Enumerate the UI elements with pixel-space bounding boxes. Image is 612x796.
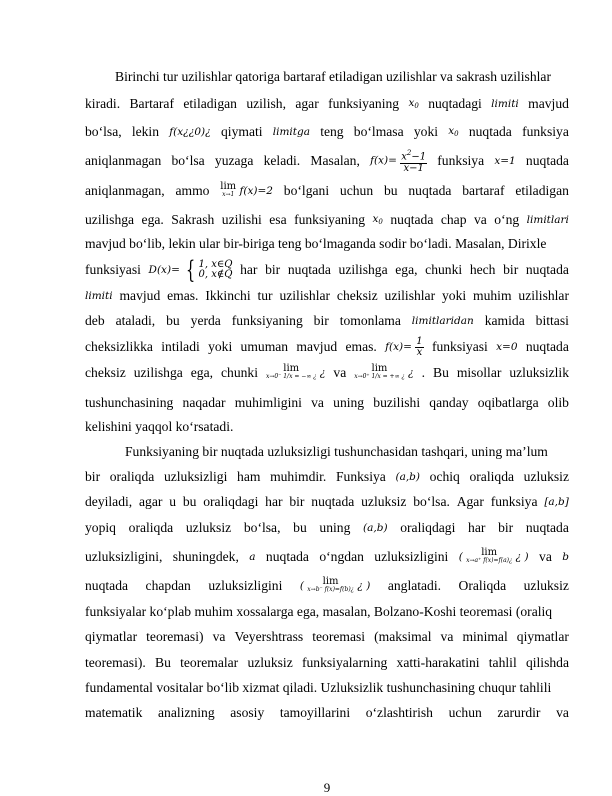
word: Funksiyaning bir nuqtada uzluksizligi tushunchasidan tashqari, uning ma’lum (125, 444, 548, 459)
word: olib (547, 395, 569, 410)
word: Birinchi tur uzilishlar qatoriga bartaraf etiladigan uzilishlar va sakrash uzilishlar (115, 69, 551, 84)
math-expression: ( lim x→b⁻ f(x)=f(b)¿ ¿ ) (299, 576, 371, 593)
math-expression: (a,b) (363, 522, 388, 534)
text-line (85, 180, 569, 202)
word: bu (166, 313, 180, 328)
word: cheksiz (336, 288, 378, 303)
word: Sakrash (171, 212, 215, 227)
word: u (169, 494, 177, 509)
word: bo‘lsa. (413, 494, 450, 509)
word: Masalan, (310, 153, 360, 168)
word: funksiyaning (328, 96, 400, 111)
word: teoremalar (180, 655, 239, 670)
word: nuqtada (525, 262, 569, 277)
text-line (85, 677, 569, 699)
word: teoremasi (312, 629, 366, 644)
math-expression: $x_0$ (408, 96, 419, 110)
word: bir (503, 262, 519, 277)
word: chunki (220, 365, 258, 380)
word: agar (139, 494, 163, 509)
text-line (85, 150, 569, 172)
text-line (85, 256, 569, 284)
word: bir (313, 313, 329, 328)
word: nuqtada (408, 183, 452, 198)
word: emas. (167, 288, 199, 303)
word: aniqlanmagan (85, 153, 162, 168)
word: . (421, 365, 426, 380)
word: teoremasi) (146, 629, 204, 644)
word: uzilishga (338, 262, 388, 277)
text-line (85, 652, 569, 674)
word: chapdan (145, 578, 191, 593)
word: o‘ngdan (319, 549, 364, 564)
word: cheksizlikka (85, 339, 153, 354)
word: bo‘lsa (171, 153, 205, 168)
word: bo‘lsa, (85, 124, 122, 139)
word: uzluksizligini, (85, 549, 163, 564)
word: va (440, 629, 454, 644)
math-expression: limiti (491, 98, 519, 110)
word: yoki (441, 288, 467, 303)
word: va (212, 629, 226, 644)
word: funksiya (522, 124, 569, 139)
word: funksiya (437, 153, 485, 168)
word: bir (498, 520, 514, 535)
word: va (473, 212, 487, 227)
word: esa (269, 212, 287, 227)
word: tushunchasining (85, 395, 174, 410)
word: bu (182, 494, 197, 509)
word: uzilishlar (518, 288, 569, 303)
word: uchun (448, 705, 482, 720)
math-expression: (a,b) (395, 471, 420, 483)
word: nuqtada (287, 262, 331, 277)
math-expression: D(x)= { 1, x∈Q 0, x∉Q (148, 256, 233, 284)
word: har (468, 520, 486, 535)
text-line (85, 392, 569, 414)
word: etiladigan (515, 183, 569, 198)
word: nuqtada (525, 339, 569, 354)
word: uzluksiz (523, 469, 569, 484)
word: nuqtada (311, 494, 355, 509)
word: uzluksiz (185, 520, 232, 535)
word: uning (333, 395, 365, 410)
word: kelishini yaqqol ko‘rsatadi. (85, 419, 234, 434)
word: matematik (85, 705, 143, 720)
word: uzluksizlik (509, 365, 569, 380)
word: oraliqda (109, 469, 155, 484)
word: cheksiz (85, 365, 126, 380)
math-expression: $x_0$ (448, 124, 459, 138)
word: uzluksiz (361, 494, 407, 509)
math-expression: limitga (272, 126, 310, 138)
word: mavjud (528, 96, 569, 111)
word: nuqtadagi (428, 96, 482, 111)
word: uzilishlar (384, 288, 436, 303)
word: teoremasi). (85, 655, 146, 670)
word: qilishda (525, 655, 569, 670)
word: ham (237, 469, 261, 484)
text-line (85, 575, 569, 597)
word: uzilishga (133, 365, 183, 380)
word: ochiq (429, 469, 460, 484)
word: muhimligini (234, 395, 302, 410)
word: mavjud (119, 288, 161, 303)
math-expression: f(x)= $\frac{x^2-1}{x-1}$ (370, 149, 427, 174)
word: yopiq (85, 520, 116, 535)
word: bu (383, 183, 398, 198)
word: deb (85, 313, 105, 328)
word: har (265, 494, 283, 509)
math-expression: limiti (85, 290, 113, 302)
text-line (85, 233, 569, 255)
word: qiymatlar (85, 629, 138, 644)
word: bartaraf (462, 183, 505, 198)
text-line (85, 336, 569, 358)
word: buzilishi (373, 395, 421, 410)
page-number: 9 (323, 780, 331, 795)
word: nuqtada (265, 549, 309, 564)
word: va (311, 395, 324, 410)
word: nuqtada (390, 212, 434, 227)
word: va (539, 549, 552, 564)
word: ega. (141, 212, 164, 227)
word: lekin (131, 124, 160, 139)
word: tur (257, 288, 273, 303)
math-expression: $x_0$ (372, 212, 383, 226)
word: nuqtada (468, 124, 512, 139)
word: o‘zlashtirish (365, 705, 433, 720)
word: tamoyillarini (279, 705, 351, 720)
word: oqibatlarga (477, 395, 539, 410)
word: funksiya (490, 494, 538, 509)
math-expression: lim x→0⁻ 1/x = −∞ ¿ ¿ (265, 363, 326, 380)
text-line (85, 209, 569, 231)
word: ega, (190, 365, 214, 380)
word: yoki (208, 339, 233, 354)
word: oraliqdagi (203, 494, 259, 509)
word: zarurdir (497, 705, 541, 720)
word: intiladi (161, 339, 200, 354)
text-line (85, 601, 569, 623)
word: va (333, 365, 347, 380)
word: hech (469, 262, 496, 277)
word: ega, (395, 262, 418, 277)
word: ammo (175, 183, 210, 198)
word: mavjud bo‘lib, lekin ular bir-biriga teng bo‘lmaganda sodir bo‘ladi. Masalan, Dirixle (85, 236, 547, 251)
word: Oraliqda (458, 578, 507, 593)
word: Bu (155, 655, 171, 670)
word: misollar (456, 365, 502, 380)
word: emas. (345, 339, 377, 354)
word: fundamental vositalar bo‘lib xizmat qiladi. Uzluksizlik tushunchasining chuqur tahlili (85, 680, 552, 695)
math-expression: limitlaridan (411, 315, 474, 327)
word: aniqlanmagan, (85, 183, 165, 198)
word: uzluksizligi (163, 469, 228, 484)
word: uchun (339, 183, 374, 198)
word: kamida (484, 313, 525, 328)
word: ataladi, (115, 313, 156, 328)
word: Agar (456, 494, 484, 509)
word: xatti-harakatini (396, 655, 480, 670)
word: nuqtada (525, 153, 569, 168)
word: bu (293, 520, 307, 535)
word: deyiladi, (85, 494, 133, 509)
word: uning (319, 520, 351, 535)
word: Bartaraf (129, 96, 174, 111)
text-line (85, 702, 569, 724)
text-line (85, 285, 569, 307)
word: yoki (413, 124, 439, 139)
word: etiladigan (183, 96, 237, 111)
word: uzluksiz (523, 578, 569, 593)
word: umuman (240, 339, 289, 354)
word: qiymati (221, 124, 263, 139)
word: nuqtada (85, 578, 129, 593)
word: oraliqda (469, 469, 515, 484)
word: bo‘lsa, (243, 520, 281, 535)
word: naqadar (182, 395, 226, 410)
word: chap (440, 212, 467, 227)
word: uzluksizligini (374, 549, 449, 564)
word: shuningdek, (172, 549, 239, 564)
word: yerda (190, 313, 221, 328)
word: uzluksiz (247, 655, 293, 670)
word: nuqtada (525, 520, 569, 535)
word: keladi. (263, 153, 301, 168)
math-expression: [a,b] (544, 496, 569, 508)
word: muhimdir. (270, 469, 327, 484)
text-line (115, 66, 569, 88)
word: bir (85, 469, 101, 484)
math-expression: x=1 (494, 155, 516, 167)
word: funksiyalar ko‘plab muhim xossalarga ega, masalan, Bolzano-Koshi teoremasi (oraliq (85, 604, 553, 619)
word: qanday (429, 395, 469, 410)
math-expression: a (249, 551, 256, 563)
text-line (85, 626, 569, 648)
word: uzilish, (246, 96, 286, 111)
word: Ikkinchi (205, 288, 251, 303)
text-line (125, 441, 569, 463)
word: bo‘lgani (283, 183, 330, 198)
word: oraliqda (128, 520, 174, 535)
word: qiymatlar (516, 629, 569, 644)
text-line (85, 491, 569, 513)
word: teng (320, 124, 344, 139)
math-expression: f(x)= $\frac{1}{x}$ (385, 335, 423, 358)
word: oraliqdagi (400, 520, 456, 535)
math-expression: limitlari (526, 214, 569, 226)
word: funksiyalarning (301, 655, 388, 670)
word: uzilishi (221, 212, 262, 227)
word: Funksiya (335, 469, 386, 484)
word: funksiyaning (294, 212, 366, 227)
math-expression: ( lim x→a⁺ f(x)=f(a)¿ ¿ ) (458, 547, 529, 564)
word: bittasi (535, 313, 569, 328)
word: (maksimal (374, 629, 432, 644)
text-line (85, 310, 569, 332)
math-expression: lim x→1 f(x)=2 (220, 181, 273, 198)
text-line (85, 416, 569, 438)
word: minimal (462, 629, 508, 644)
word: o‘ng (494, 212, 520, 227)
word: bir (265, 262, 281, 277)
word: bo‘lmasa (353, 124, 404, 139)
word: mavjud (296, 339, 338, 354)
math-expression: b (562, 551, 569, 563)
word: Veyershtrass (234, 629, 304, 644)
word: tahlil (488, 655, 517, 670)
word: tomonlama (339, 313, 401, 328)
word: anglatadi. (387, 578, 442, 593)
word: funksiyasi (431, 339, 488, 354)
text-line (85, 362, 569, 384)
word: bir (289, 494, 305, 509)
word: funksiyasi (85, 262, 141, 277)
word: agar (295, 96, 319, 111)
word: funksiyaning (231, 313, 303, 328)
text-line (85, 93, 569, 115)
word: uzilishga (85, 212, 135, 227)
math-expression: lim x→0⁺ 1/x = +∞ ¿ ¿ (354, 363, 414, 380)
word: kiradi. (85, 96, 121, 111)
text-line (85, 546, 569, 568)
word: uzluksizligini (208, 578, 283, 593)
word: yuzaga (214, 153, 254, 168)
word: muhim (473, 288, 512, 303)
math-expression: f(x¿¿0)¿ (169, 126, 211, 138)
word: har (240, 262, 258, 277)
word: va (556, 705, 569, 720)
word: asosiy (230, 705, 265, 720)
word: analizning (158, 705, 215, 720)
text-line (85, 466, 569, 488)
word: chunki (425, 262, 463, 277)
word: uzilishlar (279, 288, 331, 303)
text-line (85, 121, 569, 143)
text-line (85, 517, 569, 539)
word: Bu (433, 365, 449, 380)
math-expression: x=0 (496, 341, 518, 353)
